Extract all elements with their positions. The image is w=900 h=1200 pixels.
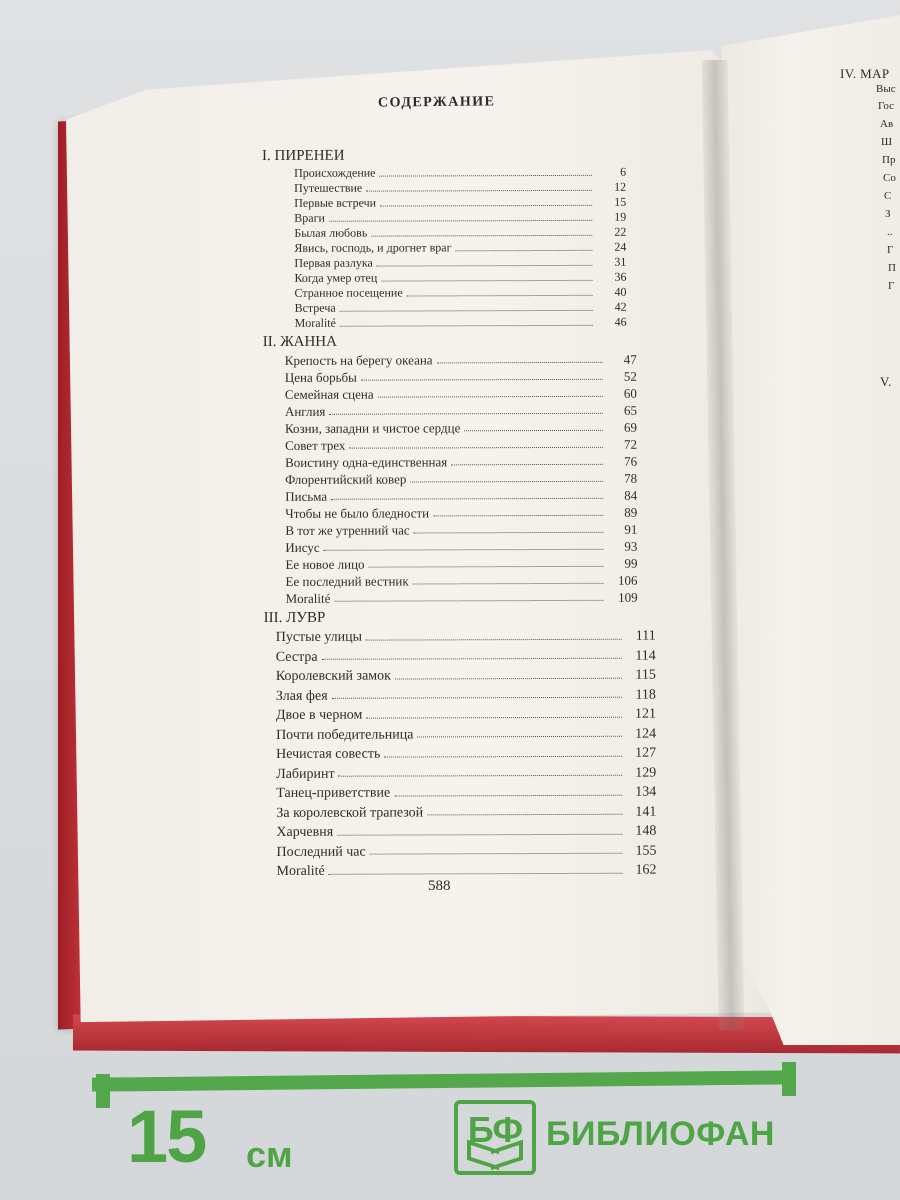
leader-dots: [339, 774, 623, 777]
leader-dots: [322, 657, 622, 660]
leader-dots: [340, 308, 593, 311]
leader-dots: [381, 278, 592, 281]
leader-dots: [427, 813, 622, 816]
entry-page: 78: [624, 470, 638, 486]
toc-entry: [276, 646, 656, 667]
entry-page: 84: [624, 487, 638, 503]
entry-title: Moralité: [294, 315, 336, 330]
leader-dots: [414, 530, 604, 533]
leader-dots: [329, 411, 603, 414]
entry-title: Враги: [294, 210, 325, 225]
section-heading: II. ЖАННА: [262, 333, 337, 350]
entry-page: 60: [623, 385, 637, 401]
entry-page: 91: [624, 521, 638, 537]
entry-title: Сестра: [275, 649, 318, 665]
toc-entry: [285, 368, 637, 386]
entry-title: За королевской трапезой: [276, 804, 424, 821]
toc-entry: [285, 470, 637, 488]
entry-page: 42: [614, 299, 627, 314]
toc-entry: [285, 419, 637, 437]
entry-title: Почти победительница: [276, 726, 414, 743]
leader-dots: [394, 793, 622, 796]
entry-page: 148: [635, 823, 657, 839]
toc-entry: [276, 724, 656, 745]
right-fragment: Пр: [882, 154, 896, 166]
leader-dots: [337, 832, 622, 835]
entry-title: Цена борьбы: [284, 369, 357, 385]
entry-page: 19: [614, 209, 627, 224]
toc-entry: [294, 195, 626, 211]
entry-title: Харчевня: [276, 824, 334, 840]
entry-page: 141: [635, 804, 657, 820]
right-fragment: Выс: [876, 83, 896, 95]
toc-entry: [285, 487, 637, 505]
entry-title: Козни, западни и чистое сердце: [284, 420, 461, 436]
entry-page: 134: [635, 784, 657, 800]
leader-dots: [395, 676, 622, 679]
toc-entry: [276, 627, 656, 648]
entry-page: 162: [635, 862, 657, 878]
entry-title: Встреча: [294, 300, 336, 315]
entry-page: 114: [635, 648, 656, 664]
entry-title: Англия: [284, 403, 326, 419]
entry-page: 72: [624, 436, 638, 452]
book-logo-icon: БФ: [454, 1100, 536, 1175]
toc-entry: [294, 210, 626, 226]
entry-title: Ее последний вестник: [285, 573, 409, 589]
entry-title: Письма: [285, 488, 328, 504]
leader-dots: [331, 496, 603, 499]
section-heading: I. ПИРЕНЕИ: [262, 147, 345, 164]
leader-dots: [417, 735, 622, 738]
entry-title: Когда умер отец: [294, 270, 378, 285]
entry-title: Танец-приветствие: [276, 785, 391, 801]
entry-page: 115: [635, 667, 656, 683]
right-heading-iv: IV. МАР: [840, 66, 890, 81]
toc-entry: [276, 744, 656, 765]
entry-title: Былая любовь: [294, 225, 368, 240]
toc-entry: [285, 572, 637, 590]
entry-title: В тот же утренний час: [285, 522, 410, 538]
entry-title: Путешествие: [294, 180, 363, 195]
leader-dots: [380, 203, 592, 206]
leader-dots: [324, 547, 604, 550]
leader-dots: [378, 394, 603, 397]
table-of-contents: [262, 144, 665, 882]
toc-entry: [294, 285, 626, 301]
toc-entry: [276, 666, 656, 687]
entry-page: 15: [614, 194, 627, 209]
entry-title: Пустые улицы: [275, 629, 363, 645]
entry-page: 124: [635, 726, 657, 742]
entry-title: Злая фея: [275, 688, 328, 704]
leader-dots: [407, 293, 593, 296]
entry-page: 111: [635, 628, 656, 644]
entry-title: Воистину одна-единственная: [285, 454, 448, 470]
right-fragment: С: [884, 190, 892, 202]
right-fragment: Г: [888, 280, 895, 292]
entry-title: Последний час: [276, 844, 366, 860]
toc-entry: [276, 783, 656, 804]
entry-page: 69: [623, 419, 638, 435]
leader-dots: [366, 715, 622, 718]
brand-name: БИБЛИОФАН: [546, 1115, 775, 1153]
leader-dots: [451, 462, 603, 465]
right-fragment: П: [888, 262, 896, 274]
entry-page: 127: [635, 745, 657, 761]
leader-dots: [384, 754, 622, 757]
toc-entry: [285, 521, 637, 539]
entry-title: Ее новое лицо: [285, 556, 365, 572]
leader-dots: [410, 479, 603, 482]
entry-title: Крепость на берегу океана: [284, 352, 433, 368]
leader-dots: [413, 581, 604, 584]
toc-entry: [276, 685, 656, 706]
entry-title: Moralité: [285, 590, 331, 606]
entry-page: 47: [623, 351, 637, 367]
toc-entry: [285, 538, 637, 556]
leader-dots: [329, 218, 592, 221]
leader-dots: [361, 377, 603, 380]
entry-page: 118: [635, 687, 656, 703]
entry-page: 31: [614, 254, 627, 269]
leader-dots: [332, 696, 622, 699]
right-fragment: Г: [887, 244, 894, 256]
page-title: СОДЕРЖАНИЕ: [377, 94, 496, 111]
entry-title: Совет трех: [285, 437, 346, 453]
entry-page: 65: [623, 402, 637, 418]
toc-entry: [285, 504, 637, 522]
toc-entry: [286, 589, 638, 607]
right-heading-v: V.: [880, 374, 892, 389]
entry-page: 52: [623, 368, 637, 384]
entry-page: 12: [614, 179, 627, 194]
toc-entry: [294, 180, 626, 196]
right-fragment: Гос: [878, 100, 895, 112]
entry-title: Флорентийский ковер: [285, 471, 407, 487]
entry-title: Moralité: [276, 863, 325, 879]
leader-dots: [464, 428, 603, 430]
entry-page: 93: [624, 538, 638, 554]
toc-entry: [285, 453, 637, 471]
toc-entry: [285, 385, 637, 403]
entry-page: 109: [618, 589, 638, 605]
toc-entry: [294, 165, 626, 181]
entry-page: 129: [635, 765, 657, 781]
toc-entry: [294, 225, 626, 241]
section-heading: III. ЛУВР: [263, 609, 326, 626]
toc-entry: [295, 300, 627, 316]
ruler-left-tick: [96, 1074, 110, 1108]
entry-page: 40: [614, 284, 627, 299]
right-fragment: Со: [883, 172, 896, 184]
entry-page: 99: [624, 555, 638, 571]
toc-entry: [294, 240, 626, 256]
toc-section-jeanne: [263, 332, 664, 607]
toc-entry: [277, 861, 657, 882]
entry-title: Первые встречи: [294, 195, 377, 210]
leader-dots: [437, 360, 603, 363]
entry-page: 76: [624, 453, 638, 469]
toc-entry: [276, 822, 656, 843]
entry-page: 6: [620, 164, 627, 179]
leader-dots: [380, 173, 593, 176]
leader-dots: [377, 263, 593, 266]
toc-entry: [294, 255, 626, 271]
entry-page: 46: [614, 314, 627, 329]
toc-entry: [285, 351, 637, 369]
toc-entry: [294, 270, 626, 286]
right-fragment: З: [885, 208, 891, 220]
entry-title: Чтобы не было бледности: [285, 505, 430, 521]
entry-title: Странное посещение: [294, 285, 403, 300]
ruler-bar: [92, 1070, 796, 1091]
entry-page: 106: [617, 572, 638, 588]
leader-dots: [433, 513, 603, 516]
toc-section-pyrenees: [262, 146, 663, 331]
entry-title: Семейная сцена: [284, 386, 374, 402]
toc-entry: [276, 802, 656, 823]
entry-page: 121: [634, 706, 657, 722]
leader-dots: [334, 598, 603, 601]
leader-dots: [369, 564, 604, 567]
entry-title: Нечистая совесть: [276, 746, 381, 762]
right-fragment: Ш: [881, 136, 893, 148]
leader-dots: [371, 233, 592, 236]
right-fragment: Ав: [880, 118, 894, 130]
toc-entry: [276, 763, 656, 784]
right-fragment: ..: [887, 226, 893, 238]
leader-dots: [329, 871, 623, 874]
entry-title: Лабиринт: [276, 766, 335, 782]
entry-page: 89: [624, 504, 638, 520]
ruler-overlay: [92, 1060, 807, 1180]
entry-title: Королевский замок: [275, 668, 391, 684]
leader-dots: [340, 323, 593, 326]
toc-entry: [276, 841, 656, 862]
entry-page: 24: [614, 239, 627, 254]
entry-title: Двое в черном: [275, 707, 363, 723]
ruler-right-tick: [782, 1062, 796, 1096]
entry-title: Явись, господь, и дрогнет враг: [294, 240, 452, 255]
entry-page: 36: [614, 269, 627, 284]
leader-dots: [366, 188, 592, 191]
entry-title: Происхождение: [294, 165, 376, 180]
toc-entry: [285, 402, 637, 420]
leader-dots: [349, 445, 603, 448]
ruler-value: 15: [127, 1095, 206, 1178]
entry-page: 22: [614, 224, 627, 239]
leader-dots: [370, 852, 623, 855]
toc-entry: [276, 705, 656, 726]
ruler-unit: см: [246, 1134, 293, 1175]
leader-dots: [366, 637, 622, 640]
page-number: 588: [428, 878, 451, 894]
right-book-page: [718, 15, 900, 1045]
toc-entry: [285, 436, 637, 454]
toc-entry: [285, 555, 637, 573]
entry-title: Первая разлука: [294, 255, 373, 270]
leader-dots: [456, 248, 593, 250]
toc-entry: [295, 315, 627, 331]
entry-page: 155: [635, 843, 657, 859]
toc-section-louvre: [264, 608, 665, 882]
entry-title: Иисус: [285, 539, 320, 555]
